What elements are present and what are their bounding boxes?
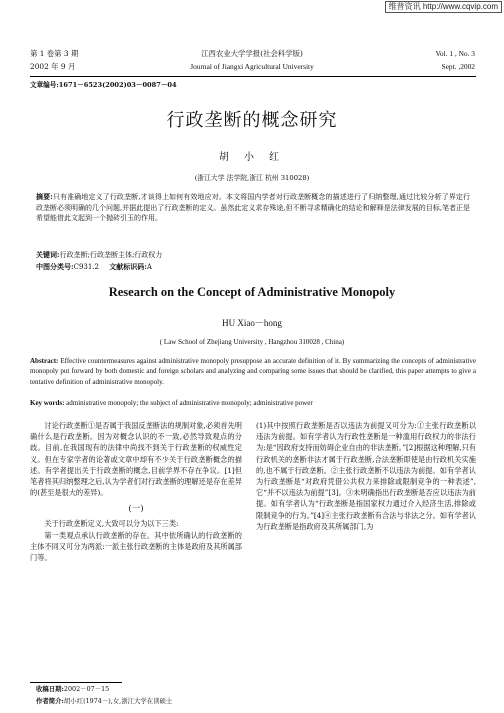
article-title-en: Research on the Concept of Administrative Monopoly [108, 285, 396, 299]
header-volume: 第 1 卷第 3 期 [30, 49, 79, 58]
header-date-en: Sept. ,2002 [441, 62, 475, 71]
journal-name-cn: 江西农业大学学报(社会科学版) [201, 49, 303, 58]
author-bio [36, 697, 172, 706]
keywords-cn-label: 关键词: [36, 250, 60, 259]
affiliation-cn: (浙江大学 法学院,浙江 杭州 310028) [194, 174, 310, 182]
author-bio-label: 作者简介: [36, 697, 64, 705]
abstract-cn-label: 摘要: [36, 192, 53, 201]
body-paragraph: 关于行政垄断定义,大致可以分为以下三类: [44, 519, 179, 529]
doc-code: A [146, 263, 152, 271]
keywords-en-text: administrative monopoly; the subject of administrative monopoly; administrative power [66, 399, 313, 407]
keywords-cn [36, 250, 470, 261]
clc-code: C931.2 [73, 263, 99, 271]
keywords-en [30, 398, 476, 408]
journal-name-en: Journal of Jiangxi Agricultural University [190, 62, 314, 71]
keywords-cn-text: 行政垄断;行政垄断主体;行政权力 [59, 251, 163, 259]
body-paragraph: 第一类观点承认行政垄断的存在。其中依所确认的行政垄断的主体不同又可分为两派:一派主张行政垄断的主体是政府及其所属部门等。 [30, 530, 242, 563]
received-label: 收稿日期: [36, 685, 64, 693]
classification [36, 262, 470, 273]
abstract-en-text: Effective countermeasures against administrative monopoly presuppose an accurate definition of it. By summarizing the concepts of administrative monopoly put forward by both domestic and foreign scholars and analyzing and comparing some issues that should be clarified, this paper attempts to give a tentative definition of administrative monopoly. [30, 357, 476, 386]
author-en: HU Xiao－hong [222, 318, 282, 328]
footnote-rule [30, 682, 122, 683]
body-left-column [30, 420, 242, 563]
article-title-cn: 行政垄断的概念研究 [166, 110, 338, 131]
keywords-en-label: Key words: [30, 399, 65, 407]
abstract-en-label: Abstract: [30, 357, 59, 365]
header-vol-en: Vol. 1 , No. 3 [435, 49, 475, 58]
affiliation-en: ( Law School of Zhejiang University , Hangzhou 310028 , China) [159, 338, 345, 346]
abstract-en [30, 356, 476, 387]
section-heading: (一) [128, 504, 144, 515]
clc-label: 中图分类号: [36, 262, 74, 271]
doc-code-label: 文献标识码: [109, 262, 147, 271]
received-value: 2002－07－15 [63, 685, 110, 693]
received-date [36, 685, 109, 694]
author-cn: 胡 小 红 [218, 152, 286, 163]
header-rule [30, 76, 476, 77]
header-date: 2002 年 9 月 [30, 62, 76, 71]
body-right-column [256, 420, 476, 532]
body-paragraph: 讨论行政垄断①是否属于我国反垄断法的规制对象,必须首先明确什么是行政垄断。因为对概念认识的不一致,必然导致观点的分歧。目前,在我国现有的法律中尚找不到关于行政垄断的权威性定义。但在专家学者的论著或文章中却有不少关于行政垄断概念的描述。有学者提出关于行政垄断的概念,目前学界不存在争议。[1]但笔者将其归纳整理之后,认为学者们对行政垄断的理解还是存在差异的(甚至是很大的差异)。 [30, 421, 242, 498]
author-bio-value: 胡小红(1974－),女,浙江大学在读硕士 [63, 697, 173, 705]
article-number: 文章编号:1671－6523(2002)03－0087－04 [30, 81, 177, 89]
watermark: 维普资讯 http://www.cqvip.com [385, 1, 502, 13]
abstract-cn-text: 只有准确地定义了行政垄断,才谈得上如何有效地应对。本文将国内学者对行政垄断概念的描述进行了归纳整理,通过比较分析了界定行政垄断必须明确的几个问题,并据此提出了行政垄断的定义。虽然此定义求存殊途,但不断寻求精确化的结论和解释是法律发展的目标,笔者正是希望能借此文起到一个抛砖引玉的作用。 [36, 193, 470, 223]
body-paragraph: (1)其中按照行政垄断是否以违法为前提又可分为:①主张行政垄断以违法为前提。如有学者认为行政性垄断是一种滥用行政权力的非法行为;是“因政府支持而妨碍企业自由的非法垄断。”[2]根据这种理解,只有行政机关的垄断非法才属于行政垄断,合法垄断即使是由行政机关实施的,也不属于行政垄断。②主张行政垄断不以违法为前提。如有学者认为行政垄断是“对政府凭借公共权力来排除或限制竞争的一种表述”,它“并不以违法为前提”[3]。③未明确指出行政垄断是否应以违法为前提。如有学者认为“行政垄断是指国家权力通过介入经济生活,排除或限制竞争的行为。”[4]④主张行政垄断有合法与非法之分。如有学者认为行政垄断是指政府及其所属部门,为 [256, 421, 476, 531]
abstract-cn [36, 192, 470, 224]
